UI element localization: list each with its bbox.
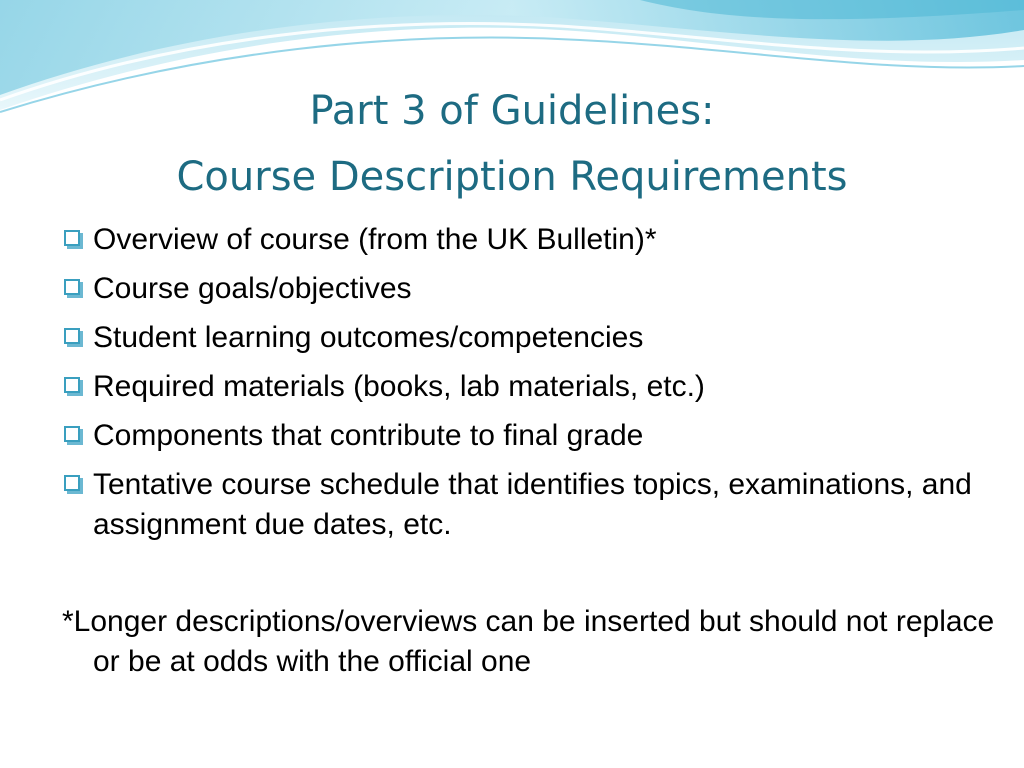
bullet-item <box>62 367 982 407</box>
bullet-text: Required materials (books, lab materials, etc.) <box>93 370 705 403</box>
hollow-square-bullet-icon <box>64 230 80 246</box>
bullet-list <box>62 220 982 554</box>
bullet-item <box>62 318 982 358</box>
hollow-square-bullet-icon <box>64 377 80 393</box>
bullet-text: Tentative course schedule that identifies topics, examinations, and assignment due dates, etc. <box>93 468 972 541</box>
bullet-text: Student learning outcomes/competencies <box>93 321 644 354</box>
bullet-item <box>62 416 982 456</box>
hollow-square-bullet-icon <box>64 328 80 344</box>
slide-title <box>0 78 1024 210</box>
bullet-item <box>62 220 982 260</box>
bullet-text: Course goals/objectives <box>93 272 412 305</box>
slide-title-line-1: Part 3 of Guidelines: <box>309 88 715 134</box>
bullet-item <box>62 465 982 545</box>
bullet-text: Components that contribute to final grade <box>93 419 644 452</box>
hollow-square-bullet-icon <box>64 426 80 442</box>
bullet-item <box>62 269 982 309</box>
bullet-text: Overview of course (from the UK Bulletin)* <box>93 223 657 256</box>
hollow-square-bullet-icon <box>64 475 80 491</box>
slide-title-line-2: Course Description Requirements <box>176 154 848 200</box>
hollow-square-bullet-icon <box>64 279 80 295</box>
footnote: *Longer descriptions/overviews can be inserted but should not replace or be at odds with the official one <box>62 605 995 678</box>
